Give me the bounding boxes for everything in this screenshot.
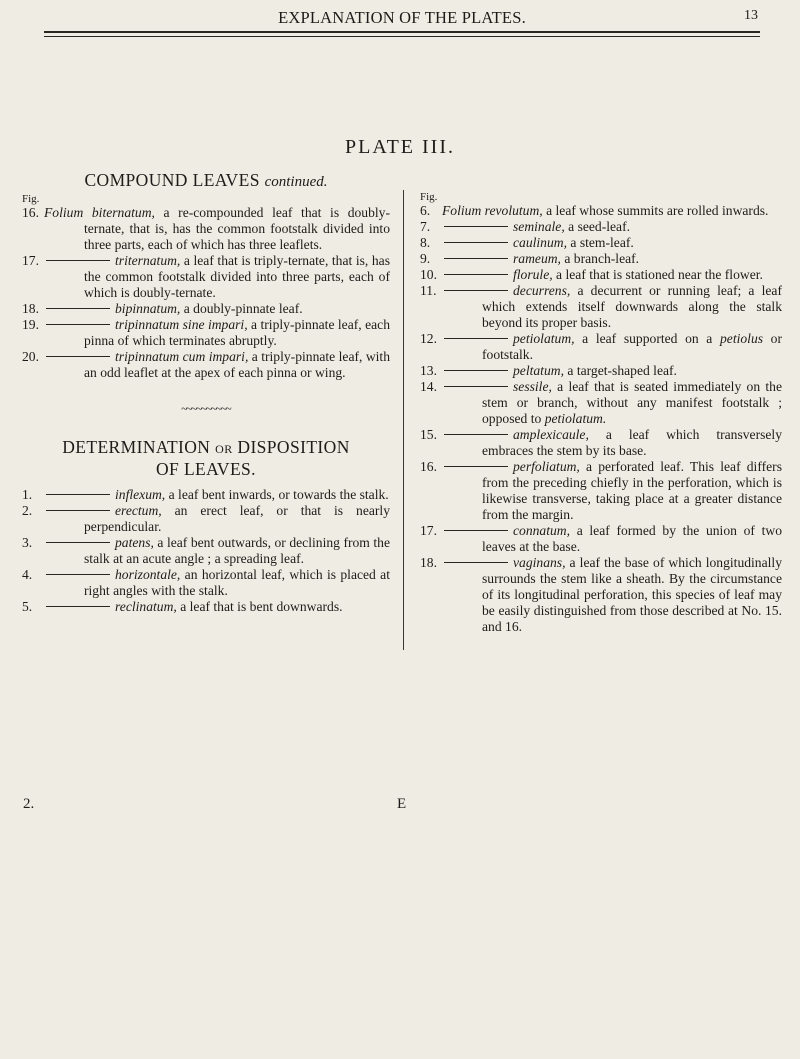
entry-term-secondary: petiolus [719, 331, 764, 346]
entry-term: reclinatum, [115, 599, 177, 614]
entry-number: 18. [22, 301, 39, 316]
heading2-line2: OF LEAVES. [156, 459, 256, 479]
ditto-dash [46, 542, 110, 543]
entry-definition: a leaf supported on a [574, 331, 720, 346]
entry-term: peltatum, [513, 363, 564, 378]
entry-number: 13. [420, 363, 437, 378]
entry-text [442, 235, 782, 251]
entry-number: 11. [420, 283, 437, 298]
entry [22, 253, 390, 301]
entry-definition: a leaf whose summits are rolled inwards. [542, 203, 769, 218]
entry-number: 16. [420, 459, 437, 474]
entry-lead: Folium [442, 203, 485, 218]
entry-term: bipinnatum, [115, 301, 181, 316]
entry-definition: a target-shaped leaf. [563, 363, 677, 378]
section-heading-determination [22, 437, 390, 479]
entry-definition: a leaf the base of which longitudinally surrounds the stem like a sheath. By the circumstance of its longitudinal perforation, this species of leaf may be easily distinguished from those described at No. 15. and 16. [482, 555, 782, 634]
entry-number: 9. [420, 251, 431, 266]
entry [420, 251, 782, 267]
entry-text [442, 363, 782, 379]
entry-definition: a re-compounded leaf that is doubly-ternate, that is, has the common footstalk divided into three parts, each of which has three leaflets. [84, 205, 390, 252]
entry-definition: a leaf that is triply-ternate, that is, has the common footstalk divided into three parts, each of which is doubly-ternate. [84, 253, 390, 300]
entry-number: 20. [22, 349, 39, 364]
entry [22, 349, 390, 381]
ditto-dash [444, 530, 508, 531]
ditto-dash [444, 290, 508, 291]
entry [420, 203, 782, 219]
ditto-dash [46, 356, 110, 357]
entry [420, 283, 782, 331]
entry-term: biternatum, [91, 205, 155, 220]
ditto-dash [444, 338, 508, 339]
entry-term: tripinnatum sine impari, [115, 317, 248, 332]
entry-number: 5. [22, 599, 33, 614]
entry-text [442, 203, 782, 219]
entry-number: 15. [420, 427, 437, 442]
entry-term: inflexum, [115, 487, 166, 502]
entry-lead: Folium [44, 205, 92, 220]
page-number: 13 [744, 8, 758, 23]
signature-mark: E [397, 796, 407, 812]
entry-term: horizontale, [115, 567, 181, 582]
entry-term: seminale, [513, 219, 565, 234]
entry-number: 3. [22, 535, 33, 550]
entry-text [442, 427, 782, 459]
heading2-part-b: DISPOSITION [237, 437, 350, 457]
entry-term: decurrens, [513, 283, 571, 298]
entry-number: 19. [22, 317, 39, 332]
entry [22, 503, 390, 535]
section-heading-compound-leaves [22, 170, 390, 192]
entry-term: revolutum, [484, 203, 543, 218]
ditto-dash [444, 466, 508, 467]
entry-text [442, 251, 782, 267]
entry-definition: a perforated leaf. This leaf differs from the preceding chiefly in the perforation, which is likewise transverse, taking place at a greater distance from the margin. [482, 459, 782, 522]
fig-label: Fig. [22, 193, 40, 205]
right-entries-list [420, 203, 782, 635]
entry-number: 14. [420, 379, 437, 394]
heading2-part-a: DETERMINATION [62, 437, 211, 457]
entry-text [44, 535, 390, 567]
entry-text [442, 459, 782, 523]
entry-definition: a leaf that is stationed near the flower. [552, 267, 763, 282]
entry [420, 267, 782, 283]
ditto-dash [444, 562, 508, 563]
entry-term: connatum, [513, 523, 571, 538]
ditto-dash [444, 258, 508, 259]
entry-definition: a leaf that is seated immediately on the stem or branch, without any manifest footstalk ; opposed to [482, 379, 782, 426]
entry-text [44, 349, 390, 381]
entry [22, 487, 390, 503]
entry [22, 301, 390, 317]
ditto-dash [46, 324, 110, 325]
entry-number: 4. [22, 567, 33, 582]
ditto-dash [46, 574, 110, 575]
entry-definition: a doubly-pinnate leaf. [180, 301, 303, 316]
column-divider [403, 190, 404, 650]
ditto-dash [444, 226, 508, 227]
entry-number: 17. [22, 253, 39, 268]
entry-text [44, 317, 390, 349]
right-column [420, 190, 782, 635]
entry-definition: a leaf bent inwards, or towards the stalk. [165, 487, 389, 502]
entry-text [44, 599, 390, 615]
running-head-title: EXPLANATION OF THE PLATES. [278, 8, 526, 27]
entry-definition: a leaf formed by the union of two leaves at the base. [482, 523, 782, 554]
entry-definition: a stem-leaf. [567, 235, 634, 250]
entry-definition: a decurrent or running leaf; a leaf which extends itself downwards along the stalk beyond its proper basis. [482, 283, 782, 330]
entry-term: florule, [513, 267, 553, 282]
determination-list [22, 487, 390, 615]
entry-text [442, 379, 782, 427]
ditto-dash [46, 308, 110, 309]
entry [22, 535, 390, 567]
entry-text [442, 555, 782, 635]
entry-text [44, 567, 390, 599]
header-rule-thin [44, 36, 760, 37]
entry-number: 12. [420, 331, 437, 346]
entry-text [442, 219, 782, 235]
entry [420, 427, 782, 459]
entry [22, 317, 390, 349]
entry-text [44, 205, 390, 253]
ditto-dash [46, 260, 110, 261]
entry-definition: an horizontal leaf, which is placed at right angles with the stalk. [84, 567, 390, 598]
ditto-dash [444, 242, 508, 243]
entry-number: 8. [420, 235, 431, 250]
entry-number: 16. [22, 205, 39, 220]
entry-number: 6. [420, 203, 431, 218]
entry-term: sessile, [513, 379, 552, 394]
entry [420, 235, 782, 251]
entry-text [442, 283, 782, 331]
ditto-dash [444, 370, 508, 371]
entry-definition: a triply-pinnate leaf, with an odd leaflet at the apex of each pinna or wing. [84, 349, 390, 380]
heading2-or: OR [215, 442, 233, 456]
fig-label: Fig. [420, 191, 438, 203]
entry-term: tripinnatum cum impari, [115, 349, 249, 364]
compound-leaves-list [22, 205, 390, 381]
entry-term: amplexicaule, [513, 427, 589, 442]
entry-definition: a leaf which transversely embraces the stem by its base. [482, 427, 782, 458]
entry-term: vaginans, [513, 555, 566, 570]
entry-term: patens, [115, 535, 154, 550]
entry-term: perfoliatum, [513, 459, 580, 474]
entry-text [44, 487, 390, 503]
entry [420, 219, 782, 235]
ditto-dash [46, 494, 110, 495]
entry [420, 555, 782, 635]
entry [420, 459, 782, 523]
entry-number: 18. [420, 555, 437, 570]
entry-term: erectum, [115, 503, 162, 518]
entry-term: petiolatum, [513, 331, 575, 346]
entry [420, 363, 782, 379]
entry [420, 379, 782, 427]
entry-text [44, 253, 390, 301]
heading-main: COMPOUND LEAVES [84, 170, 260, 190]
entry-number: 1. [22, 487, 33, 502]
entry-definition: a triply-pinnate leaf, each pinna of which terminates abruptly. [84, 317, 390, 348]
ornament-divider: ~~~~~~~~~~ [181, 403, 231, 415]
entry-term: rameum, [513, 251, 561, 266]
entry-term: caulinum, [513, 235, 567, 250]
entry [22, 567, 390, 599]
entry-term-secondary: petiolatum. [544, 411, 607, 426]
running-head [44, 6, 760, 30]
entry-definition: a leaf bent outwards, or declining from the stalk at an acute angle ; a spreading leaf. [84, 535, 390, 566]
entry-definition: an erect leaf, or that is nearly perpendicular. [84, 503, 390, 534]
entry-number: 2. [22, 503, 33, 518]
plate-title: PLATE III. [345, 136, 455, 158]
header-rule-thick [44, 31, 760, 33]
entry-text [442, 267, 782, 283]
entry [22, 205, 390, 253]
entry-text [44, 503, 390, 535]
entry-definition: a branch-leaf. [560, 251, 640, 266]
entry-definition-tail: or footstalk. [482, 331, 782, 362]
ditto-dash [46, 510, 110, 511]
entry-definition: a seed-leaf. [564, 219, 631, 234]
entry [420, 331, 782, 363]
entry [420, 523, 782, 555]
entry-number: 17. [420, 523, 437, 538]
entry-term: triternatum, [115, 253, 181, 268]
entry-number: 10. [420, 267, 437, 282]
ditto-dash [444, 386, 508, 387]
ditto-dash [46, 606, 110, 607]
entry-definition: a leaf that is bent downwards. [176, 599, 343, 614]
left-column [22, 170, 390, 615]
entry-text [44, 301, 390, 317]
heading-continued: continued. [264, 174, 328, 190]
entry [22, 599, 390, 615]
entry-text [442, 523, 782, 555]
entry-text [442, 331, 782, 363]
ditto-dash [444, 274, 508, 275]
entry-number: 7. [420, 219, 431, 234]
signature-number: 2. [23, 796, 35, 812]
ditto-dash [444, 434, 508, 435]
